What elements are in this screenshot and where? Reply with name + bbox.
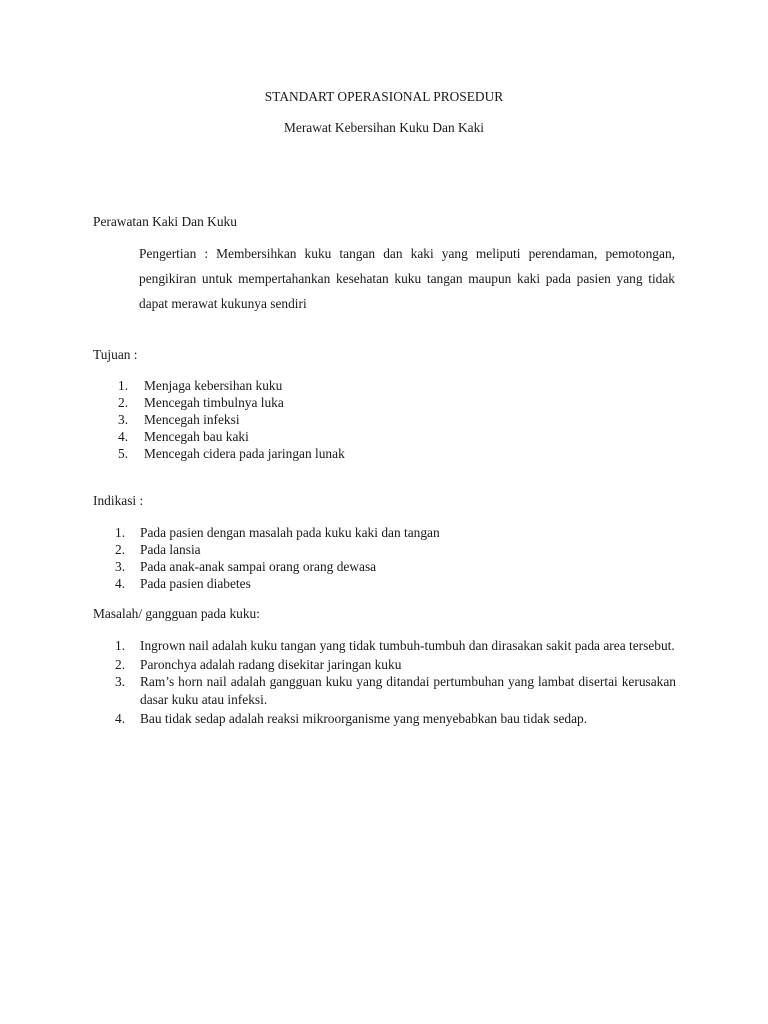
list-text: Bau tidak sedap adalah reaksi mikroorganisme yang menyebabkan bau tidak sedap. <box>140 710 588 726</box>
list-item <box>0 710 676 727</box>
list-text: Ram’s horn nail adalah gangguan kuku yang ditandai pertumbuhan yang lambat disertai kerusakan dasar kuku atau infeksi. <box>140 673 676 707</box>
list-item <box>0 445 644 462</box>
list-number: 1. <box>115 638 126 653</box>
masalah-list <box>0 637 676 727</box>
list-item <box>0 637 676 656</box>
list-number: 4. <box>115 576 126 591</box>
list-item <box>0 575 640 592</box>
list-number: 2. <box>115 542 126 557</box>
list-number: 1. <box>115 525 126 540</box>
list-item <box>0 394 644 411</box>
list-item <box>0 558 640 575</box>
list-item <box>0 541 640 558</box>
list-item <box>0 377 644 394</box>
list-number: 3. <box>115 559 126 574</box>
section-heading: Perawatan Kaki Dan Kuku <box>93 214 237 229</box>
list-item <box>0 411 644 428</box>
list-text: Pada anak-anak sampai orang orang dewasa <box>140 559 377 574</box>
list-text: Pada pasien diabetes <box>140 576 251 591</box>
list-text: Pada lansia <box>140 542 201 557</box>
list-number: 2. <box>118 395 129 410</box>
list-item <box>0 428 644 445</box>
document-subtitle: Merawat Kebersihan Kuku Dan Kaki <box>283 120 485 135</box>
list-text: Pada pasien dengan masalah pada kuku kaki dan tangan <box>140 525 440 540</box>
tujuan-list <box>0 377 644 462</box>
list-text: Mencegah bau kaki <box>144 429 249 444</box>
list-item <box>0 673 676 710</box>
list-number: 2. <box>115 656 126 672</box>
list-text: Mencegah timbulnya luka <box>144 395 284 410</box>
list-text: Menjaga kebersihan kuku <box>144 378 283 393</box>
list-text: Mencegah infeksi <box>144 412 240 427</box>
list-text: Paronchya adalah radang disekitar jaringan kuku <box>140 656 402 672</box>
list-item <box>0 656 676 673</box>
document-title: STANDART OPERASIONAL PROSEDUR <box>264 89 504 104</box>
list-text: Ingrown nail adalah kuku tangan yang tidak tumbuh-tumbuh dan dirasakan sakit pada area tersebut. <box>140 638 675 653</box>
list-text: Mencegah cidera pada jaringan lunak <box>144 446 345 461</box>
list-item <box>0 524 640 541</box>
pengertian-paragraph: Pengertian : Membersihkan kuku tangan dan kaki yang meliputi perendaman, pemotongan, pengikiran untuk mempertahankan kesehatan kuku tangan maupun kaki pada pasien yang tidak dapat merawat kukunya sendiri <box>139 246 675 311</box>
list-number: 3. <box>118 412 129 427</box>
list-number: 1. <box>118 378 129 393</box>
list-number: 4. <box>115 710 126 726</box>
indikasi-heading: Indikasi : <box>93 493 144 508</box>
indikasi-list <box>0 524 640 592</box>
masalah-heading: Masalah/ gangguan pada kuku: <box>93 606 260 621</box>
list-number: 5. <box>118 446 129 461</box>
list-number: 4. <box>118 429 129 444</box>
list-number: 3. <box>115 673 126 689</box>
tujuan-heading: Tujuan : <box>93 347 138 362</box>
